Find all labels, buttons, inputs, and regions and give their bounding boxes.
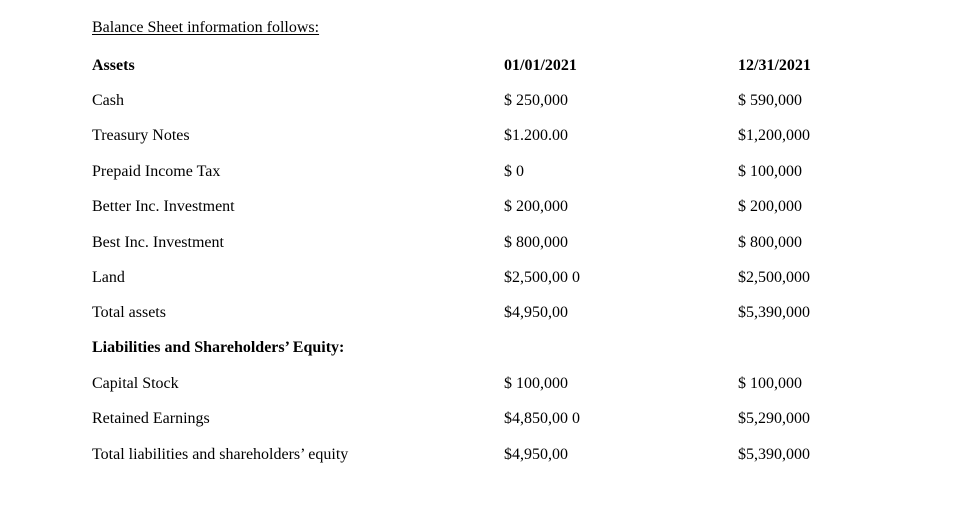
- row-value-start: $4,950,00: [504, 446, 568, 463]
- row-label: Better Inc. Investment: [92, 198, 235, 215]
- row-label: Cash: [92, 92, 124, 109]
- row-value-start: $1.200.00: [504, 127, 568, 144]
- header-row: [0, 55, 966, 77]
- date-header-end: 12/31/2021: [738, 57, 811, 74]
- row-value-start: $2,500,00 0: [504, 269, 580, 286]
- row-value-end: $1,200,000: [738, 127, 810, 144]
- date-header-start: 01/01/2021: [504, 57, 577, 74]
- row-value-end: $ 100,000: [738, 163, 802, 180]
- row-value-end: $ 100,000: [738, 375, 802, 392]
- row-label: Prepaid Income Tax: [92, 163, 221, 180]
- row-value-start: $4,850,00 0: [504, 410, 580, 427]
- row-value-end: $5,390,000: [738, 446, 810, 463]
- table-row: [0, 161, 966, 183]
- table-row: [0, 90, 966, 112]
- liabilities-header: Liabilities and Shareholders’ Equity:: [92, 339, 345, 356]
- row-label: Best Inc. Investment: [92, 234, 224, 251]
- balance-sheet-heading: Balance Sheet information follows:: [92, 19, 320, 36]
- row-value-start: $4,950,00: [504, 304, 568, 321]
- total-liabilities-row: [0, 444, 966, 466]
- table-row: [0, 196, 966, 218]
- row-value-start: $ 200,000: [504, 198, 568, 215]
- row-label: Total liabilities and shareholders’ equity: [92, 446, 349, 463]
- row-value-end: $2,500,000: [738, 269, 810, 286]
- table-row: [0, 125, 966, 147]
- table-row: [0, 408, 966, 430]
- row-label: Total assets: [92, 304, 166, 321]
- row-value-start: $ 800,000: [504, 234, 568, 251]
- row-value-start: $ 0: [504, 163, 524, 180]
- row-label: Land: [92, 269, 125, 286]
- row-value-start: $ 100,000: [504, 375, 568, 392]
- row-value-start: $ 250,000: [504, 92, 568, 109]
- table-row: [0, 232, 966, 254]
- row-value-end: $ 200,000: [738, 198, 802, 215]
- table-row: [0, 373, 966, 395]
- liabilities-header-row: [0, 337, 966, 359]
- row-value-end: $5,390,000: [738, 304, 810, 321]
- row-label: Treasury Notes: [92, 127, 190, 144]
- assets-header: Assets: [92, 57, 135, 74]
- row-value-end: $ 800,000: [738, 234, 802, 251]
- row-value-end: $ 590,000: [738, 92, 802, 109]
- row-label: Retained Earnings: [92, 410, 210, 427]
- row-value-end: $5,290,000: [738, 410, 810, 427]
- row-label: Capital Stock: [92, 375, 179, 392]
- table-row: [0, 267, 966, 289]
- total-assets-row: [0, 302, 966, 324]
